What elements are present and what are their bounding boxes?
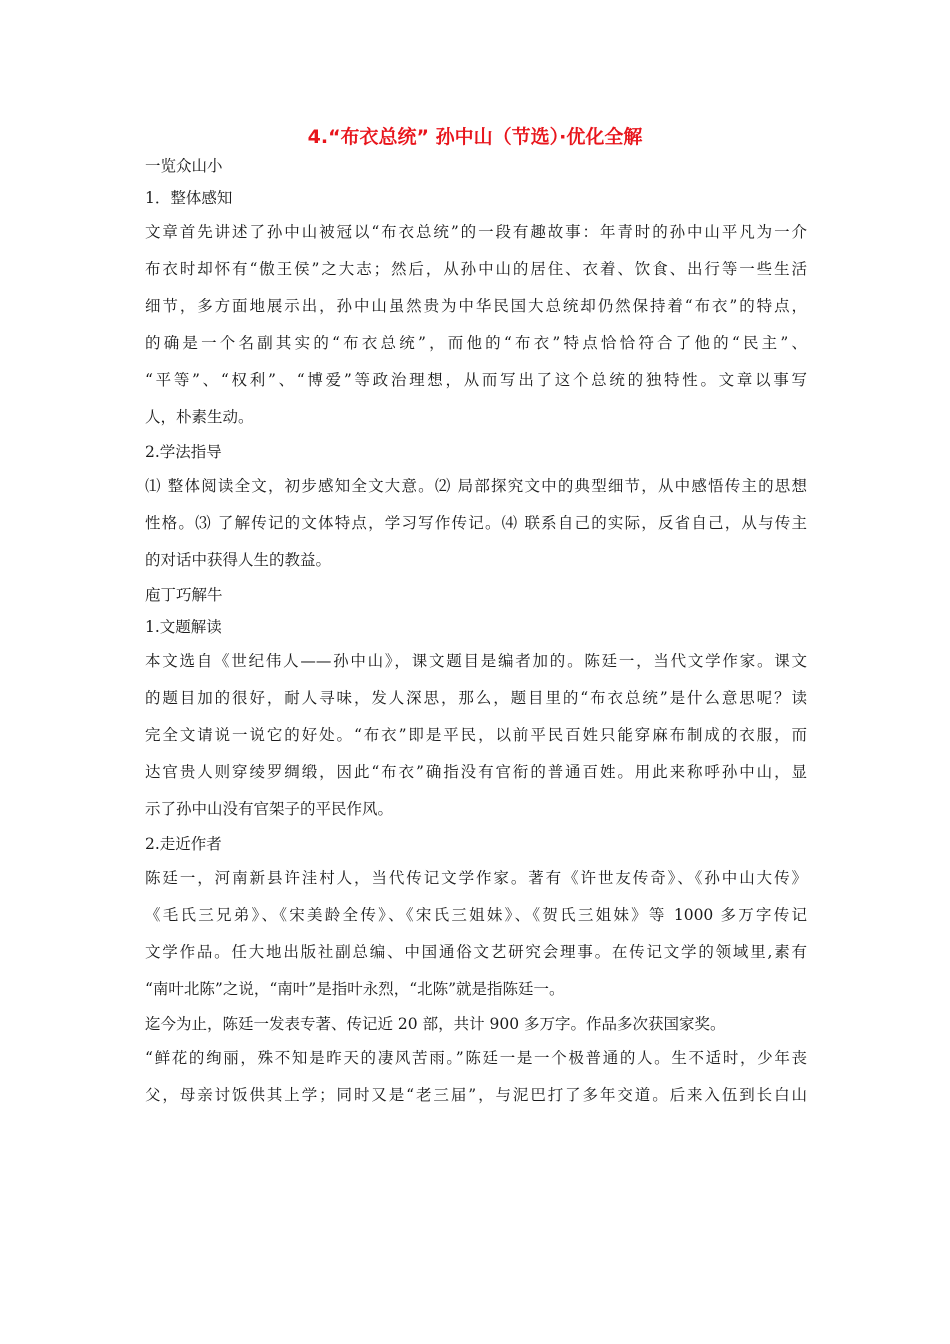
text-line: 人，朴素生动。 (145, 408, 254, 426)
text-line: 布衣时却怀有“傲王侯”之大志；然后，从孙中山的居住、衣着、饮食、出行等一些生活 (145, 260, 807, 278)
text-line: 性格。⑶ 了解传记的文体特点，学习写作传记。⑷ 联系自己的实际，反省自己，从与传主 (145, 514, 807, 532)
text-line: 庖丁巧解牛 (145, 586, 223, 604)
text-line: 的题目加的很好，耐人寻味，发人深思，那么，题目里的“布衣总统”是什么意思呢？读 (145, 689, 807, 707)
text-line: 文学作品。任大地出版社副总编、中国通俗文艺研究会理事。在传记文学的领域里,素有 (145, 943, 807, 961)
text-line: “平等”、“权利”、“博爱”等政治理想，从而写出了这个总统的独特性。文章以事写 (145, 371, 807, 389)
text-line: 细节，多方面地展示出，孙中山虽然贵为中华民国大总统却仍然保持着“布衣”的特点， (145, 297, 807, 315)
text-line: 1.文题解读 (145, 618, 222, 636)
text-line: 1．整体感知 (145, 189, 233, 207)
text-line: 《毛氏三兄弟》、《宋美龄全传》、《宋氏三姐妹》、《贺氏三姐妹》等 1000 多万字传记 (145, 906, 807, 924)
text-line: 一览众山小 (145, 157, 223, 175)
text-line: 本文选自《世纪伟人——孙中山》，课文题目是编者加的。陈廷一，当代文学作家。课文 (145, 652, 807, 670)
text-line: 迄今为止，陈廷一发表专著、传记近 20 部，共计 900 多万字。作品多次获国家奖。 (145, 1015, 726, 1033)
text-line: 完全文请说一说它的好处。“布衣”即是平民，以前平民百姓只能穿麻布制成的衣服，而 (145, 726, 807, 744)
document-body (145, 150, 807, 1114)
text-line: ⑴ 整体阅读全文，初步感知全文大意。⑵ 局部探究文中的典型细节，从中感悟传主的思想 (145, 477, 807, 495)
text-line: 2.学法指导 (145, 443, 222, 461)
text-line: 2.走近作者 (145, 835, 222, 853)
text-line: 文章首先讲述了孙中山被冠以“布衣总统”的一段有趣故事：年青时的孙中山平凡为一介 (145, 223, 807, 241)
text-line: “鲜花的绚丽，殊不知是昨天的凄风苦雨。”陈廷一是一个极普通的人。生不适时，少年丧 (145, 1049, 807, 1067)
text-line: 父，母亲讨饭供其上学；同时又是“老三届”，与泥巴打了多年交道。后来入伍到长白山 (145, 1086, 807, 1104)
text-line: 的对话中获得人生的教益。 (145, 551, 332, 569)
text-line: 达官贵人则穿绫罗绸缎，因此“布衣”确指没有官衔的普通百姓。用此来称呼孙中山，显 (145, 763, 807, 781)
text-line: 的确是一个名副其实的“布衣总统”，而他的“布衣”特点恰恰符合了他的“民主”、 (145, 334, 807, 352)
document-title: 4.“布衣总统” 孙中山（节选）·优化全解 (307, 126, 643, 148)
text-line: 示了孙中山没有官架子的平民作风。 (145, 800, 394, 818)
text-line: “南叶北陈”之说，“南叶”是指叶永烈，“北陈”就是指陈廷一。 (145, 980, 565, 998)
text-line: 陈廷一，河南新县许洼村人，当代传记文学作家。著有《许世友传奇》、《孙中山大传》 (145, 869, 807, 887)
